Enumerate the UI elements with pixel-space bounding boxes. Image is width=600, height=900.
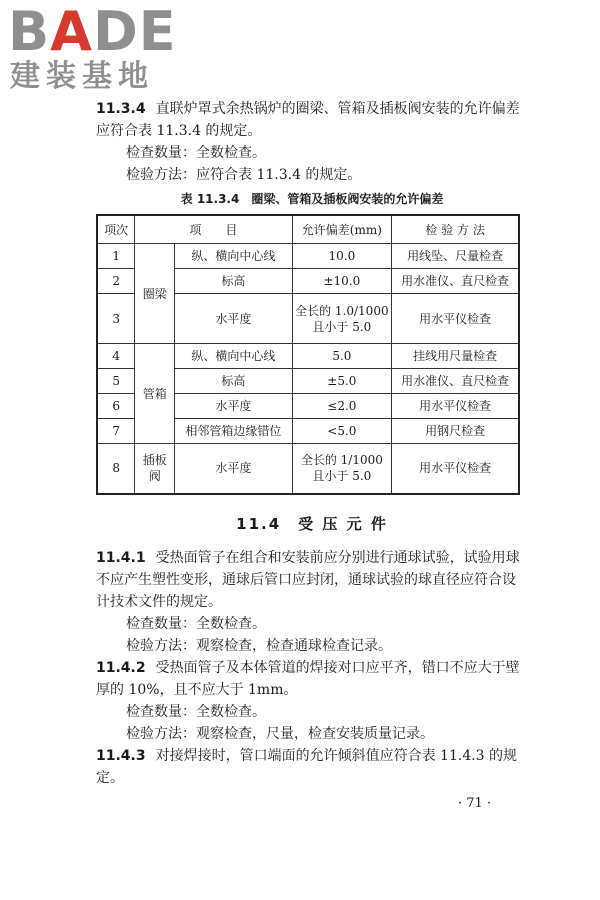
check-method: 检验方法：应符合表 11.3.4 的规定。 [126,167,362,183]
check-quantity: 检查数量：全数检查。 [126,145,266,161]
table-row: 7 相邻管箱边缘错位 <5.0 用钢尺检查 [97,419,519,444]
clause-text: 对接焊接时，管口端面的允许倾斜值应符合表 11.4.3 的规定。 [96,747,518,786]
table-row: 1 圈梁 纵、横向中心线 10.0 用线坠、尺量检查 [97,244,519,269]
group-label: 圈梁 [135,244,175,344]
table-row: 3 水平度 全长的 1.0/1000 且小于 5.0 用水平仪检查 [97,294,519,344]
logo-subtitle: 建装基地 [10,59,154,94]
table-row: 2 标高 ±10.0 用水准仪、直尺检查 [97,269,519,294]
clause-11-4-1 [96,547,528,613]
clause-11-4-2 [96,657,528,701]
logo-wordmark: BADE [8,0,177,63]
clause-number: 11.4.2 [96,659,146,676]
clause-11-4-3 [96,745,528,789]
table-caption: 表 11.3.4 圈梁、管箱及插板阀安装的允许偏差 [180,192,444,206]
logo [8,0,178,96]
clause-text: 受热面管子及本体管道的焊接对口应平齐，错口不应大于壁厚的 10%，且不应大于 1mm。 [96,659,520,698]
check-method: 检验方法：观察检查，检查通球检查记录。 [126,637,392,654]
header-deviation: 允许偏差(mm) [292,215,392,244]
clause-text: 直联炉罩式余热锅炉的圈梁、管箱及插板阀安装的允许偏差应符合表 11.3.4 的规定。 [96,101,520,139]
page-number: · 71 · [458,796,492,811]
deviation-table [96,214,520,495]
check-quantity: 检查数量：全数检查。 [126,615,266,632]
clause-number: 11.4.1 [96,549,146,566]
table-row: 6 水平度 ≤2.0 用水平仪检查 [97,394,519,419]
table-row: 8 插板阀 水平度 全长的 1/1000 且小于 5.0 用水平仪检查 [97,444,519,494]
table-row: 4 管箱 纵、横向中心线 5.0 挂线用尺量检查 [97,344,519,369]
section-title: 11.4 受 压 元 件 [236,514,388,533]
header-no: 项次 [97,215,135,244]
clause-11-3-4 [96,98,528,142]
clause-text: 受热面管子在组合和安装前应分别进行通球试验，试验用球不应产生塑性变形，通球后管口应封闭，通球试验的球直径应符合设计技术文件的规定。 [96,549,520,610]
group-label: 管箱 [135,344,175,444]
check-method: 检验方法：观察检查，尺量，检查安装质量记录。 [126,725,434,742]
header-method: 检 验 方 法 [392,215,519,244]
header-item: 项 目 [135,215,292,244]
clause-number: 11.4.3 [96,747,146,764]
group-label: 插板阀 [135,444,175,494]
table-header-row [97,215,519,244]
table-row: 5 标高 ±5.0 用水准仪、直尺检查 [97,369,519,394]
check-quantity: 检查数量：全数检查。 [126,703,266,720]
page-content [96,98,528,789]
clause-number: 11.3.4 [96,101,146,117]
